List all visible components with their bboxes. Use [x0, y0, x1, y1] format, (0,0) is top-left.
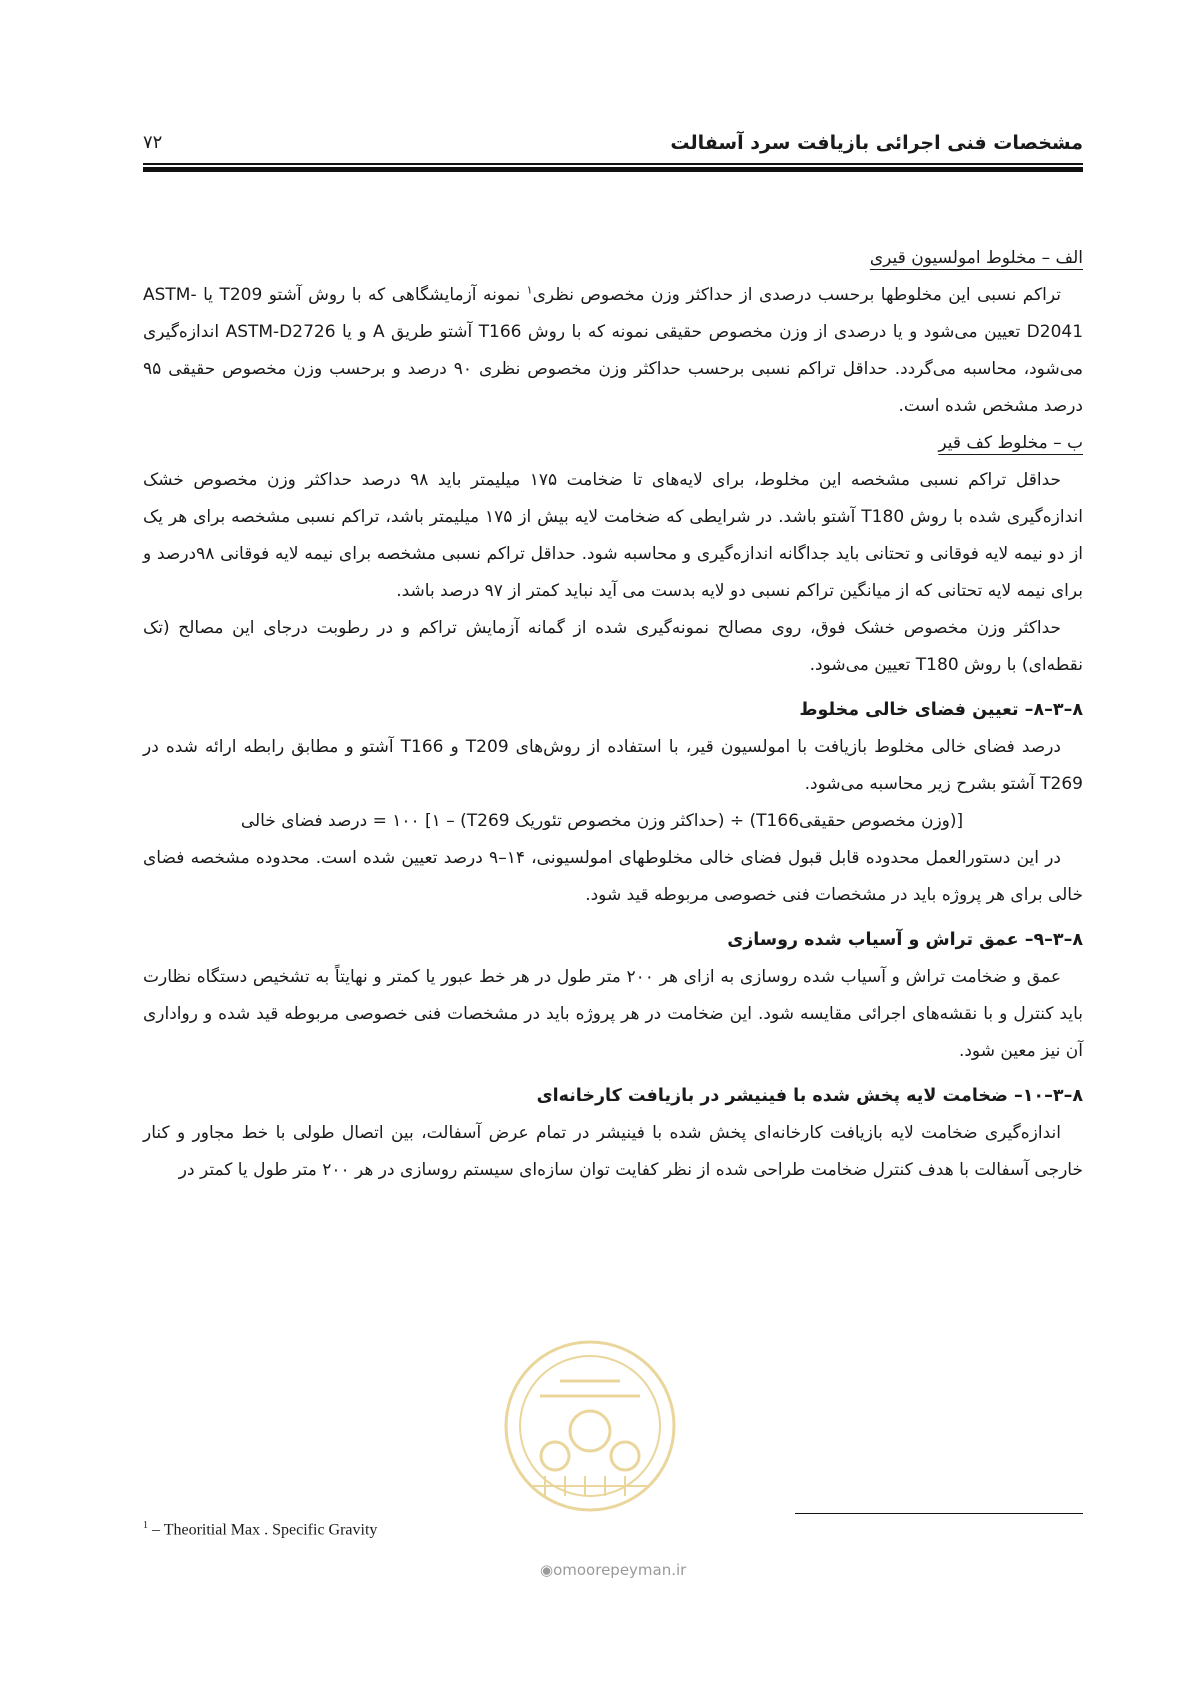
section-heading-8-3-10: ۸–۳–۱۰– ضخامت لایه پخش شده با فینیشر در بازیافت کارخانه‌ای — [536, 1086, 1083, 1106]
running-title: مشخصات فنی اجرائی بازیافت سرد آسفالت — [670, 132, 1083, 154]
header-rule-thin — [143, 163, 1083, 165]
footnote-mark: 1 — [143, 1520, 148, 1531]
footnote-text: – Theoritial Max . Specific Gravity — [148, 1521, 378, 1539]
footnote-separator — [795, 1513, 1083, 1514]
paragraph-air-voids-range: در این دستورالعمل محدوده قابل قبول فضای خالی مخلوطهای امولسیونی، ۱۴–۹ درصد تعیین شده است. محدوده مشخصه فضای خالی برای هر پروژه باید در مشخصات فنی خصوصی مربوطه قید شود. — [143, 848, 1083, 905]
header-rule-thick — [143, 167, 1083, 172]
paragraph-air-voids: درصد فضای خالی مخلوط بازیافت با امولسیون قیر، با استفاده از روش‌های T209 و T166 آشتو و مطابق رابطه ارائه شده در T269 آشتو بشرح زیر محاسبه می‌شود. — [143, 737, 1083, 794]
section-heading-8-3-8: ۸–۳–۸– تعیین فضای خالی مخلوط — [799, 700, 1083, 720]
paragraph-text: تراکم نسبی این مخلوطها برحسب درصدی از حداکثر وزن مخصوص نظری — [532, 285, 1061, 305]
paragraph-max-dry-density: حداکثر وزن مخصوص خشک فوق، روی مصالح نمونه‌گیری شده از گمانه آزمایش تراکم و در رطوبت درجای این مصالح (تک نقطه‌ای) با روش T180 تعیین می‌شود. — [143, 618, 1083, 675]
footnote — [143, 1520, 377, 1539]
footnote-reference: ۱ — [526, 283, 533, 297]
page-number: ۷۲ — [143, 132, 163, 153]
watermark-seal-icon — [500, 1336, 680, 1516]
paragraph-text: نمونه آزمایشگاهی که با روش آشتو T209 یا ASTM-D2041 تعیین می‌شود و یا درصدی از وزن مخصوص حقیقی نمونه که با روش T166 آشتو طریق A و یا ASTM-D2726 اندازه‌گیری می‌شود، محاسبه می‌گردد. حداقل تراکم نسبی برحسب حداکثر وزن مخصوص نظری ۹۰ درصد و برحسب وزن مخصوص حقیقی ۹۵ درصد مشخص شده است. — [143, 285, 1084, 416]
subheading-a: الف – مخلوط امولسیون قیری — [869, 248, 1083, 268]
air-voids-formula: [(وزن مخصوص حقیقیT166) ÷ (حداکثر وزن مخصوص تئوریک T269) – ۱] ۱۰۰ = درصد فضای خالی — [240, 811, 964, 831]
subheading-b: ب – مخلوط کف قیر — [938, 433, 1083, 453]
section-heading-8-3-9: ۸–۳–۹– عمق تراش و آسیاب شده روسازی — [727, 930, 1083, 950]
paragraph-emulsion-compaction — [143, 277, 1083, 425]
paragraph-layer-thickness: اندازه‌گیری ضخامت لایه بازیافت کارخانه‌ای پخش شده با فینیشر در تمام عرض آسفالت، بین اتصال طولی با خط مجاور و کنار خارجی آسفالت با هدف کنترل ضخامت طراحی شده از نظر کفایت توان سازه‌ای سیستم روسازی در هر ۲۰۰ متر طول یا کمتر در — [143, 1123, 1083, 1180]
paragraph-milling-depth: عمق و ضخامت تراش و آسیاب شده روسازی به ازای هر ۲۰۰ متر طول در هر خط عبور یا کمتر و نهایتاً به تشخیص دستگاه نظارت باید کنترل و با نقشه‌های اجرائی مقایسه شود. این ضخامت در هر پروژه باید در مشخصات فنی خصوصی مربوطه قید شده و رواداری آن نیز معین شود. — [143, 967, 1083, 1061]
paragraph-foam-compaction: حداقل تراکم نسبی مشخصه این مخلوط، برای لایه‌های تا ضخامت ۱۷۵ میلیمتر باید ۹۸ درصد حداکثر وزن مخصوص خشک اندازه‌گیری شده با روش T180 آشتو باشد. در شرایطی که ضخامت لایه بیش از ۱۷۵ میلیمتر باشد، تراکم نسبی مشخصه برای هر یک از دو نیمه لایه فوقانی و تحتانی باید جداگانه اندازه‌گیری و محاسبه شود. حداقل تراکم نسبی مشخصه برای نیمه لایه فوقانی ۹۸درصد و برای نیمه لایه تحتانی که از میانگین تراکم نسبی دو لایه بدست می آید نباید کمتر از ۹۷ درصد باشد. — [143, 470, 1083, 601]
watermark-url: ◉omoorepeyman.ir — [540, 1561, 687, 1579]
body-text — [143, 240, 1083, 1189]
page-header — [143, 128, 1083, 162]
